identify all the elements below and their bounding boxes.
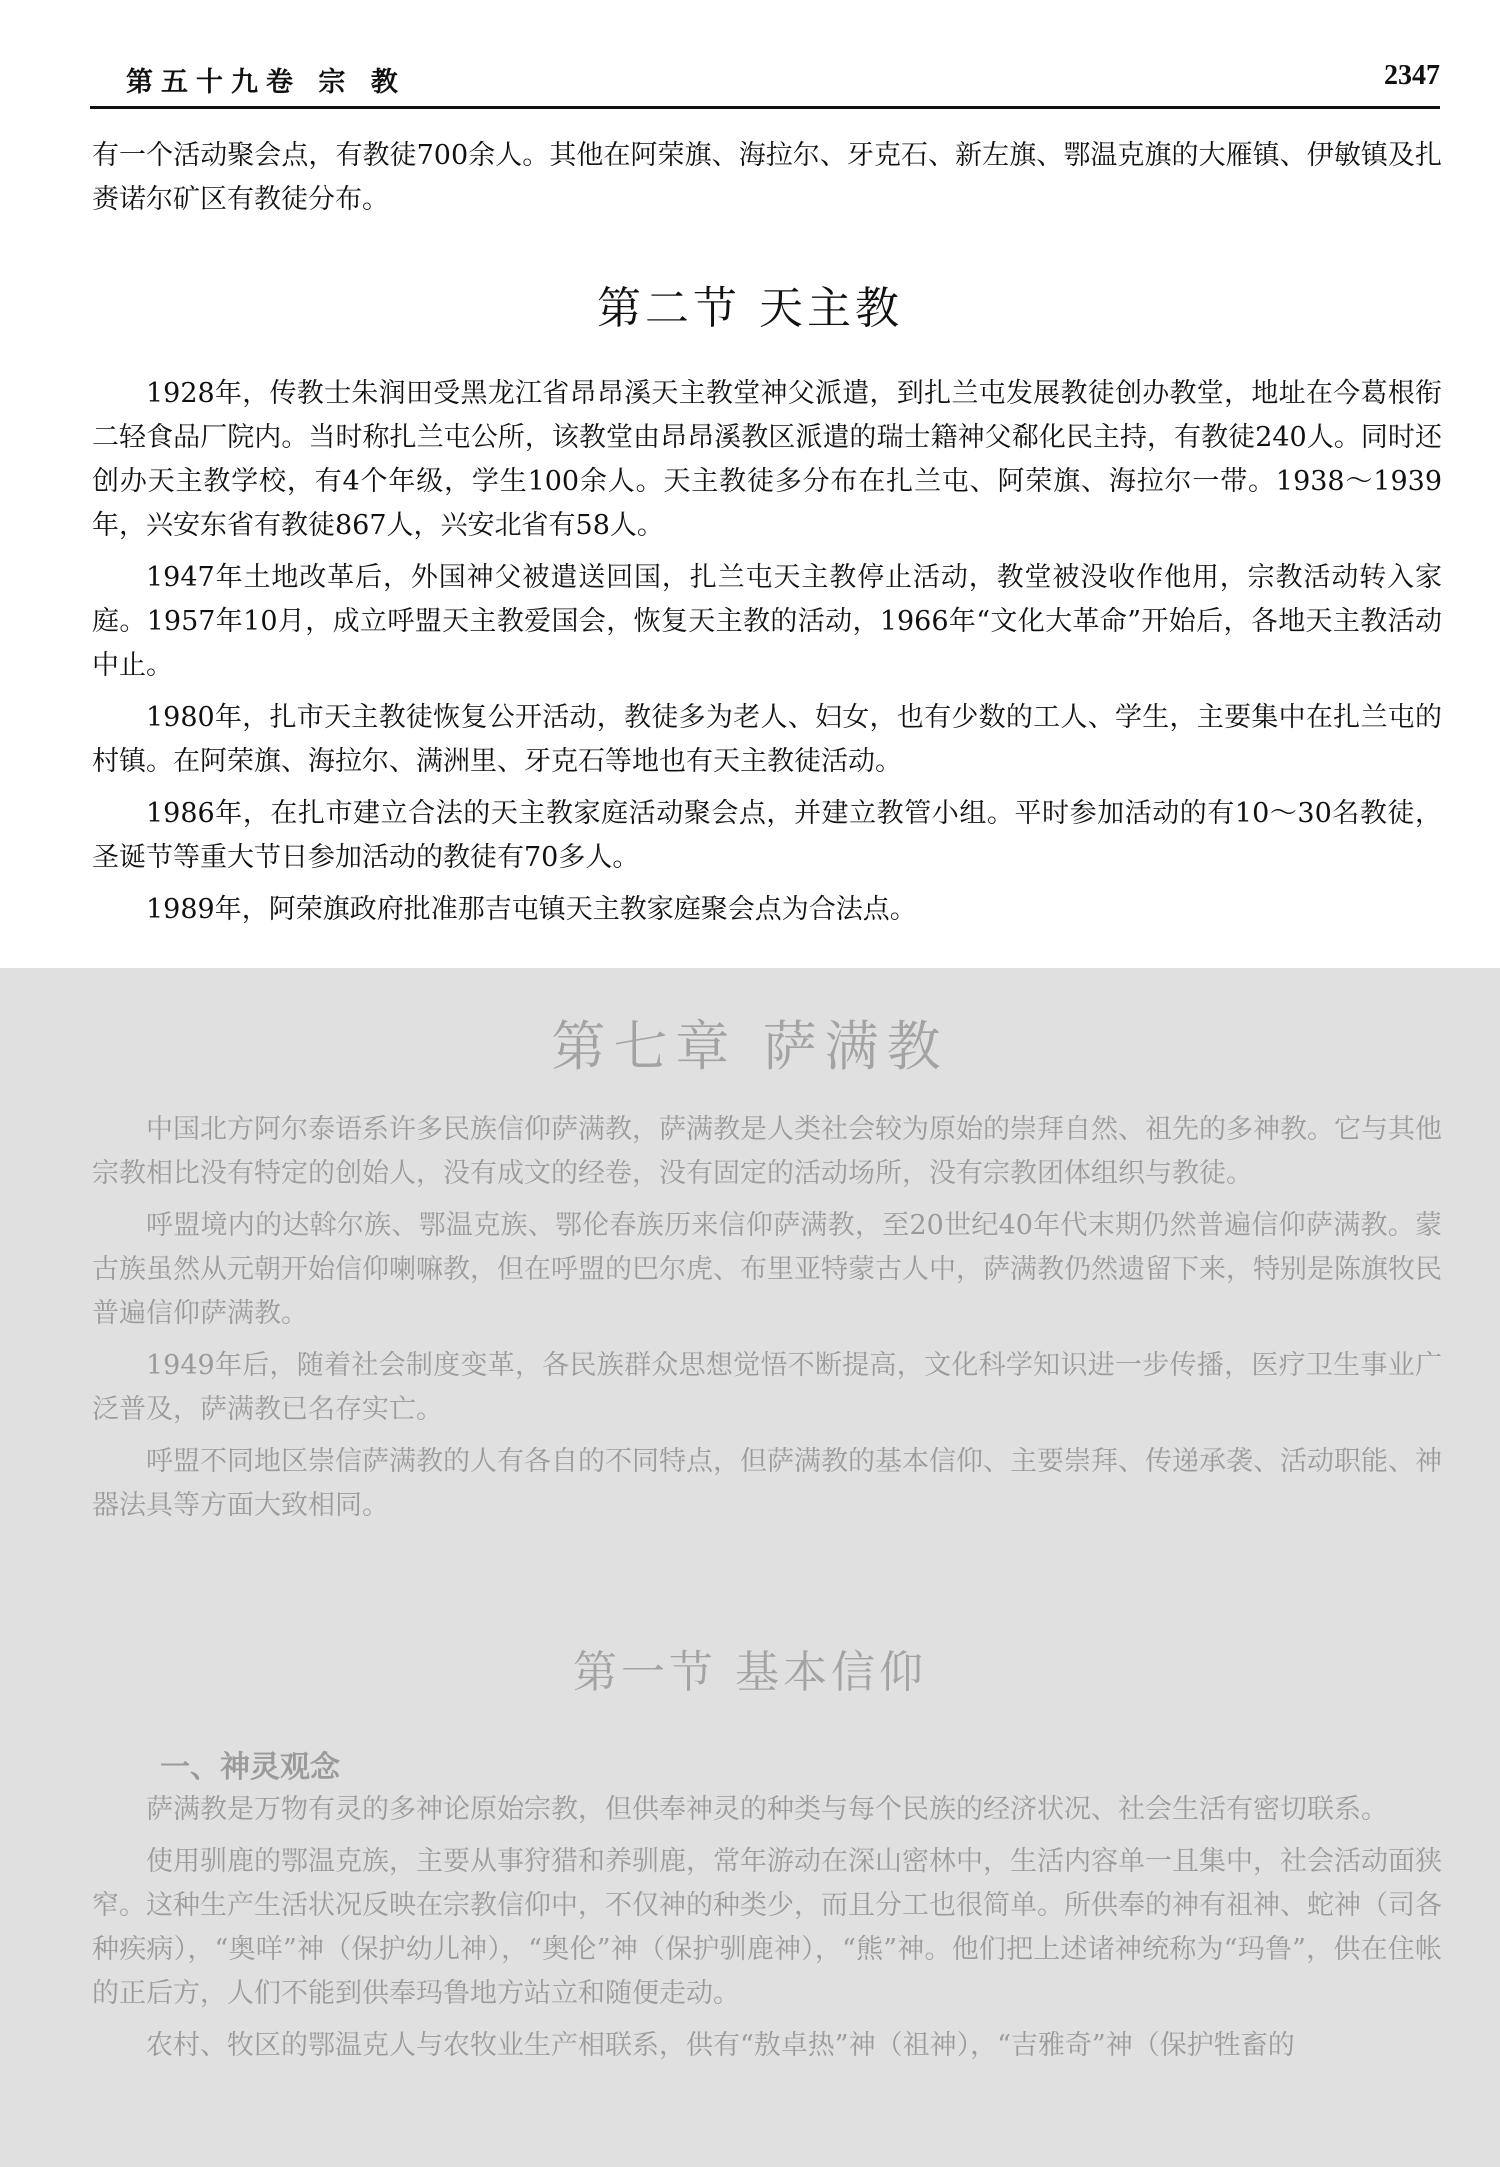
- paragraph: 1947年土地改革后，外国神父被遣送回国，扎兰屯天主教停止活动，教堂被没收作他用，宗教活动转入家庭。1957年10月，成立呼盟天主教爱国会，恢复天主教的活动，1966年“文化大革命”开始后，各地天主教活动中止。: [92, 562, 1442, 681]
- paragraph: 呼盟不同地区崇信萨满教的人有各自的不同特点，但萨满教的基本信仰、主要崇拜、传递承袭、活动职能、神器法具等方面大致相同。: [92, 1446, 1442, 1521]
- paragraph: 1928年，传教士朱润田受黑龙江省昂昂溪天主教堂神父派遣，到扎兰屯发展教徒创办教堂，地址在今葛根衔二轻食品厂院内。当时称扎兰屯公所，该教堂由昂昂溪教区派遣的瑞士籍神父郗化民主持，有教徒240人。同时还创办天主教学校，有4个年级，学生100余人。天主教徒多分布在扎兰屯、阿荣旗、海拉尔一带。1938～1939年，兴安东省有教徒867人，兴安北省有58人。: [92, 378, 1442, 541]
- section-title-basic-beliefs: 第一节 基本信仰: [573, 1647, 927, 1698]
- section-title-catholicism: 第二节 天主教: [597, 283, 903, 334]
- paragraph: 农村、牧区的鄂温克人与农牧业生产相联系，供有“敖卓热”神（祖神），“吉雅奇”神（保护牲畜的: [146, 2030, 1295, 2061]
- section2-body: [92, 372, 1442, 940]
- intro-paragraph: 有一个活动聚会点，有教徒700余人。其他在阿荣旗、海拉尔、牙克石、新左旗、鄂温克旗的大雁镇、伊敏镇及扎赉诺尔矿区有教徒分布。: [92, 140, 1442, 215]
- running-header: [90, 60, 1440, 109]
- page-top-region: [0, 0, 1500, 968]
- paragraph: 萨满教是万物有灵的多神论原始宗教，但供奉神灵的种类与每个民族的经济状况、社会生活有密切联系。: [146, 1794, 1388, 1825]
- chapter-title-shamanism: 第七章 萨满教: [551, 1015, 949, 1078]
- paragraph: 1986年，在扎市建立合法的天主教家庭活动聚会点，并建立教管小组。平时参加活动的有10～30名教徒，圣诞节等重大节日参加活动的教徒有70多人。: [92, 798, 1442, 873]
- page-number: 2347: [1384, 60, 1440, 91]
- subheading-spirit-concept: 一、神灵观念: [160, 1750, 340, 1785]
- chapter7-body: [92, 1108, 1442, 1536]
- volume-label: 第五十九卷 宗 教: [126, 67, 406, 98]
- page-bottom-region-shaded: [0, 968, 1500, 2167]
- paragraph: 中国北方阿尔泰语系许多民族信仰萨满教，萨满教是人类社会较为原始的崇拜自然、祖先的多神教。它与其他宗教相比没有特定的创始人，没有成文的经卷，没有固定的活动场所，没有宗教团体组织与教徒。: [92, 1114, 1442, 1189]
- paragraph: 1949年后，随着社会制度变革，各民族群众思想觉悟不断提高，文化科学知识进一步传播，医疗卫生事业广泛普及，萨满教已名存实亡。: [92, 1350, 1442, 1425]
- paragraph: 1989年，阿荣旗政府批准那吉屯镇天主教家庭聚会点为合法点。: [146, 894, 917, 925]
- paragraph: 使用驯鹿的鄂温克族，主要从事狩猎和养驯鹿，常年游动在深山密林中，生活内容单一且集中，社会活动面狭窄。这种生产生活状况反映在宗教信仰中，不仅神的种类少，而且分工也很简单。所供奉的神有祖神、蛇神（司各种疾病），“奥咩”神（保护幼儿神），“奥伦”神（保护驯鹿神），“熊”神。他们把上述诸神统称为“玛鲁”，供在住帐的正后方，人们不能到供奉玛鲁地方站立和随便走动。: [92, 1846, 1442, 2009]
- intro-text: [92, 134, 1442, 230]
- paragraph: 呼盟境内的达斡尔族、鄂温克族、鄂伦春族历来信仰萨满教，至20世纪40年代末期仍然普遍信仰萨满教。蒙古族虽然从元朝开始信仰喇嘛教，但在呼盟的巴尔虎、布里亚特蒙古人中，萨满教仍然遗留下来，特别是陈旗牧民普遍信仰萨满教。: [92, 1210, 1442, 1329]
- section1-body: [92, 1788, 1442, 2076]
- paragraph: 1980年，扎市天主教徒恢复公开活动，教徒多为老人、妇女，也有少数的工人、学生，主要集中在扎兰屯的村镇。在阿荣旗、海拉尔、满洲里、牙克石等地也有天主教徒活动。: [92, 702, 1442, 777]
